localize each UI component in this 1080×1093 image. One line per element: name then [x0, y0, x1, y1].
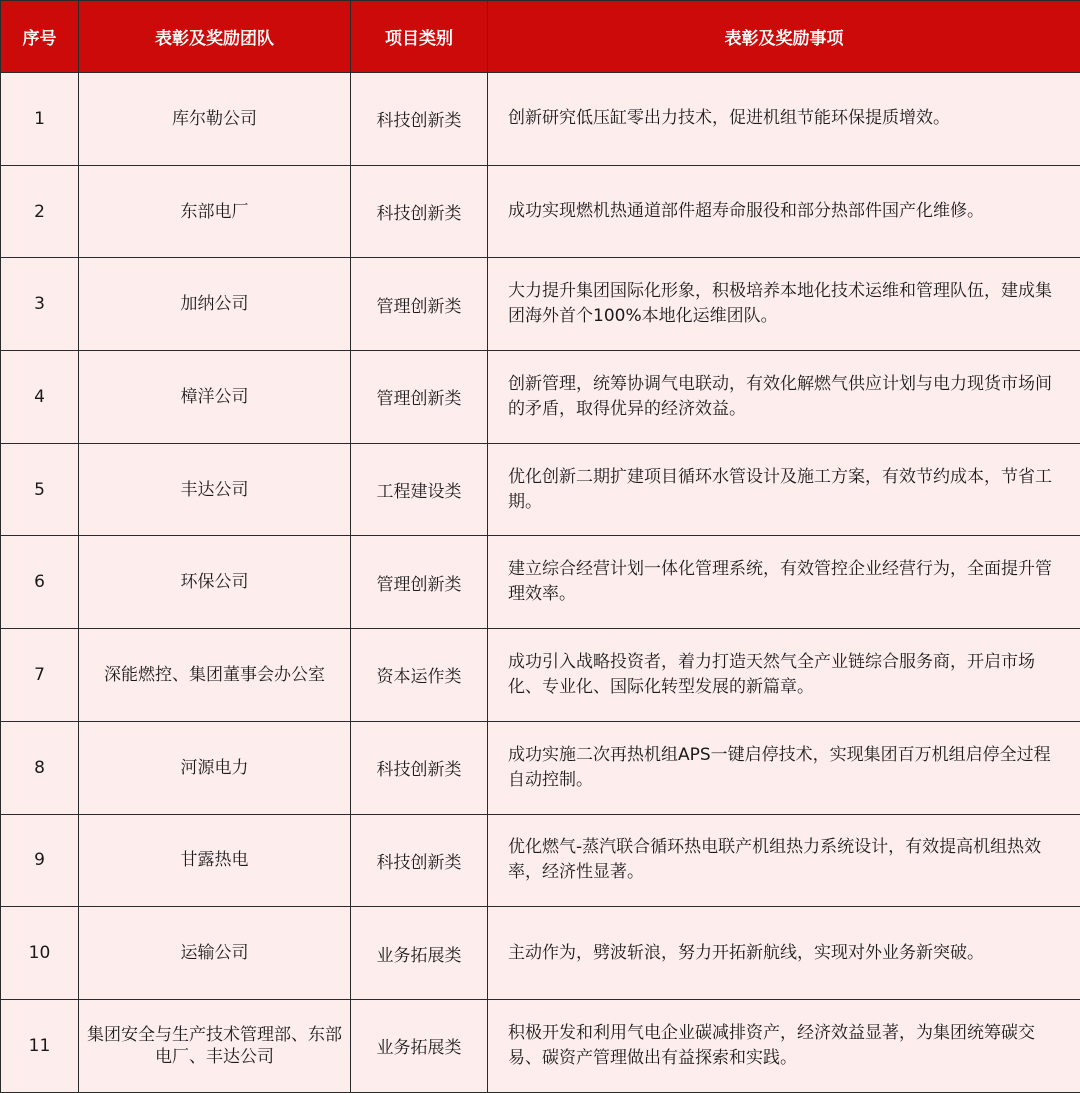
cell-award-team: 加纳公司 — [79, 258, 351, 351]
cell-award-team: 库尔勒公司 — [79, 73, 351, 166]
cell-award-description: 成功实现燃机热通道部件超寿命服役和部分热部件国产化维修。 — [488, 165, 1080, 258]
table-row — [1, 73, 1080, 166]
cell-project-category: 科技创新类 — [351, 814, 488, 907]
table-row — [1, 351, 1080, 444]
cell-award-description: 优化燃气-蒸汽联合循环热电联产机组热力系统设计，有效提高机组热效率，经济性显著。 — [488, 814, 1080, 907]
table-row — [1, 814, 1080, 907]
cell-serial-no: 7 — [1, 629, 79, 722]
header-award-description: 表彰及奖励事项 — [488, 1, 1080, 73]
cell-serial-no: 2 — [1, 165, 79, 258]
cell-award-team: 集团安全与生产技术管理部、东部电厂、丰达公司 — [79, 999, 351, 1092]
cell-serial-no: 11 — [1, 999, 79, 1092]
cell-award-description: 创新管理，统筹协调气电联动，有效化解燃气供应计划与电力现货市场间的矛盾，取得优异的经济效益。 — [488, 351, 1080, 444]
cell-award-team: 环保公司 — [79, 536, 351, 629]
cell-serial-no: 1 — [1, 73, 79, 166]
table-body — [1, 73, 1080, 1093]
table-row — [1, 258, 1080, 351]
cell-project-category: 业务拓展类 — [351, 999, 488, 1092]
table-row — [1, 165, 1080, 258]
cell-award-team: 东部电厂 — [79, 165, 351, 258]
cell-project-category: 资本运作类 — [351, 629, 488, 722]
cell-award-description: 成功引入战略投资者，着力打造天然气全产业链综合服务商，开启市场化、专业化、国际化转型发展的新篇章。 — [488, 629, 1080, 722]
cell-serial-no: 8 — [1, 721, 79, 814]
cell-award-description: 建立综合经营计划一体化管理系统，有效管控企业经营行为，全面提升管理效率。 — [488, 536, 1080, 629]
cell-serial-no: 6 — [1, 536, 79, 629]
cell-award-description: 积极开发和利用气电企业碳减排资产，经济效益显著，为集团统筹碳交易、碳资产管理做出有益探索和实践。 — [488, 999, 1080, 1092]
cell-project-category: 业务拓展类 — [351, 907, 488, 1000]
cell-serial-no: 3 — [1, 258, 79, 351]
cell-award-team: 河源电力 — [79, 721, 351, 814]
cell-serial-no: 9 — [1, 814, 79, 907]
table-row — [1, 536, 1080, 629]
cell-award-description: 成功实施二次再热机组APS一键启停技术，实现集团百万机组启停全过程自动控制。 — [488, 721, 1080, 814]
table-row — [1, 721, 1080, 814]
table-row — [1, 443, 1080, 536]
header-project-category: 项目类别 — [351, 1, 488, 73]
cell-award-team: 甘露热电 — [79, 814, 351, 907]
cell-award-team: 深能燃控、集团董事会办公室 — [79, 629, 351, 722]
cell-award-description: 大力提升集团国际化形象，积极培养本地化技术运维和管理队伍，建成集团海外首个100%本地化运维团队。 — [488, 258, 1080, 351]
table-row — [1, 999, 1080, 1092]
table-header — [1, 1, 1080, 73]
header-award-team: 表彰及奖励团队 — [79, 1, 351, 73]
cell-project-category: 管理创新类 — [351, 536, 488, 629]
cell-serial-no: 5 — [1, 443, 79, 536]
cell-award-team: 运输公司 — [79, 907, 351, 1000]
table-row — [1, 907, 1080, 1000]
header-row — [1, 1, 1080, 73]
table-row — [1, 629, 1080, 722]
cell-award-description: 主动作为，劈波斩浪，努力开拓新航线，实现对外业务新突破。 — [488, 907, 1080, 1000]
cell-project-category: 科技创新类 — [351, 73, 488, 166]
cell-project-category: 科技创新类 — [351, 165, 488, 258]
cell-project-category: 工程建设类 — [351, 443, 488, 536]
cell-award-description: 创新研究低压缸零出力技术，促进机组节能环保提质增效。 — [488, 73, 1080, 166]
cell-project-category: 管理创新类 — [351, 351, 488, 444]
header-serial-no: 序号 — [1, 1, 79, 73]
cell-serial-no: 4 — [1, 351, 79, 444]
cell-project-category: 科技创新类 — [351, 721, 488, 814]
cell-award-team: 樟洋公司 — [79, 351, 351, 444]
cell-project-category: 管理创新类 — [351, 258, 488, 351]
cell-serial-no: 10 — [1, 907, 79, 1000]
cell-award-description: 优化创新二期扩建项目循环水管设计及施工方案，有效节约成本，节省工期。 — [488, 443, 1080, 536]
cell-award-team: 丰达公司 — [79, 443, 351, 536]
